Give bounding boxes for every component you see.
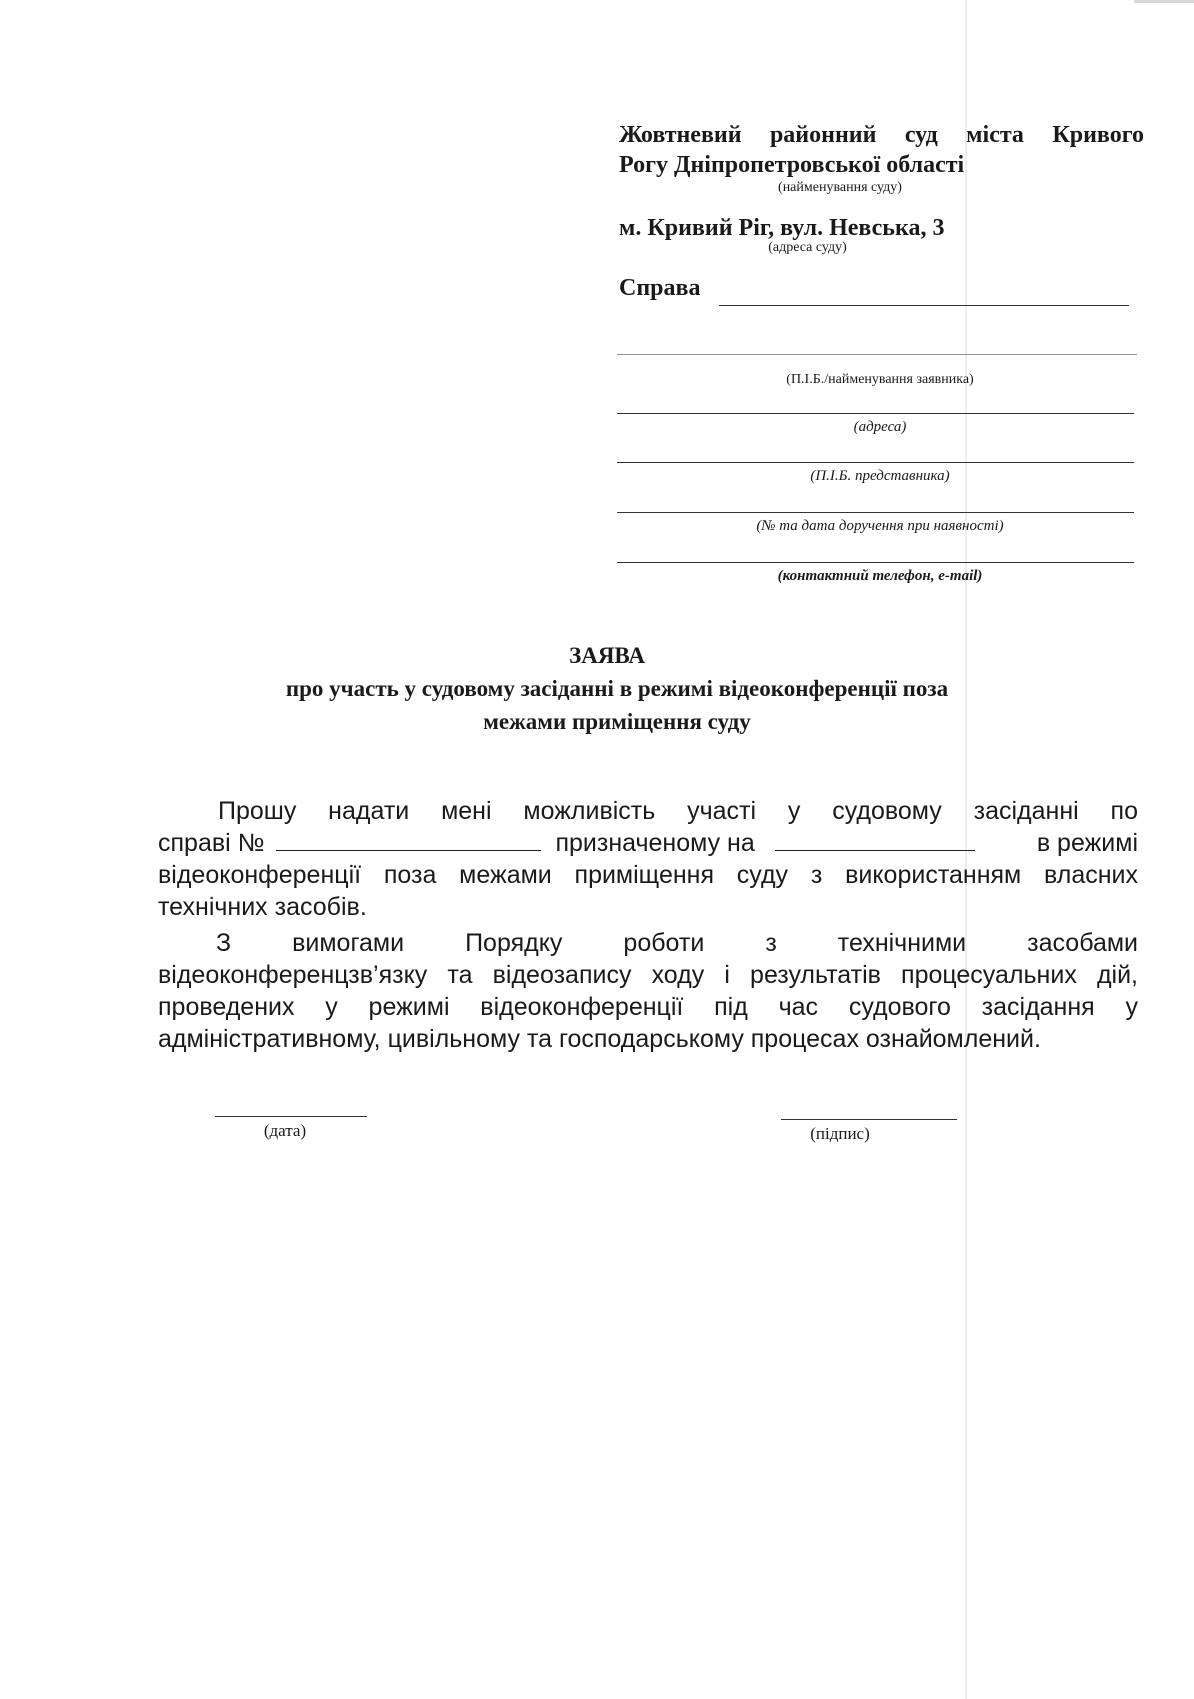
court-name-line2: Рогу Дніпропетровської області xyxy=(619,152,965,178)
body-p2-line2: відеоконференцзв’язку та відеозапису ходу і результатів процесуальних дій, xyxy=(158,961,1138,989)
case-label: Справа xyxy=(619,275,701,301)
body-p2-line4: адміністративному, цивільному та господарському процесах ознайомлений. xyxy=(158,1025,1041,1053)
document-subtitle-line2: межами приміщення суду xyxy=(483,709,751,734)
scan-corner-mark xyxy=(1134,0,1194,3)
applicant-hint: (П.І.Б./найменування заявника) xyxy=(786,372,974,387)
body-p1-line3: відеоконференції поза межами приміщення суду з використанням власних xyxy=(158,861,1138,889)
case-number-input[interactable] xyxy=(276,828,541,851)
contact-hint: (контактний телефон, e-mail) xyxy=(777,568,983,584)
court-name-line1: Жовтневий районний суд міста Кривого xyxy=(619,122,1144,148)
signature-hint: (підпис) xyxy=(810,1124,870,1143)
document-title: ЗАЯВА xyxy=(569,643,645,668)
case-ref-label: справі № xyxy=(158,829,265,857)
address-field[interactable] xyxy=(617,413,1134,414)
date-field[interactable] xyxy=(215,1116,367,1117)
power-of-attorney-hint: (№ та дата доручення при наявності) xyxy=(756,518,1004,534)
case-number-field[interactable] xyxy=(719,305,1129,306)
address-hint: (адреса) xyxy=(853,419,907,435)
contact-field[interactable] xyxy=(617,562,1134,563)
date-hint: (дата) xyxy=(263,1121,307,1140)
applicant-field[interactable] xyxy=(617,354,1137,355)
body-p2-line1: З вимогами Порядку роботи з технічними засобами xyxy=(216,929,1138,957)
body-p2-line3: проведених у режимі відеоконференції під час судового засідання у xyxy=(158,993,1138,1021)
signature-field[interactable] xyxy=(781,1119,957,1120)
document-subtitle-line1: про участь у судовому засіданні в режимі відеоконференції поза xyxy=(285,676,949,701)
mode-label: в режимі xyxy=(1036,829,1138,857)
court-address-hint: (адреса суду) xyxy=(768,240,847,255)
court-address: м. Кривий Ріг, вул. Невська, 3 xyxy=(619,215,945,241)
body-p1-line1: Прошу надати мені можливість участі у судовому засіданні по xyxy=(218,797,1138,825)
scheduled-label: призначеному на xyxy=(555,829,755,857)
representative-hint: (П.І.Б. представника) xyxy=(810,468,950,484)
court-name-hint: (найменування суду) xyxy=(778,180,902,195)
power-of-attorney-field[interactable] xyxy=(617,512,1134,513)
body-p1-line4: технічних засобів. xyxy=(158,893,367,921)
hearing-date-input[interactable] xyxy=(775,828,975,851)
body-p1-line2 xyxy=(158,827,1138,859)
representative-field[interactable] xyxy=(617,462,1134,463)
